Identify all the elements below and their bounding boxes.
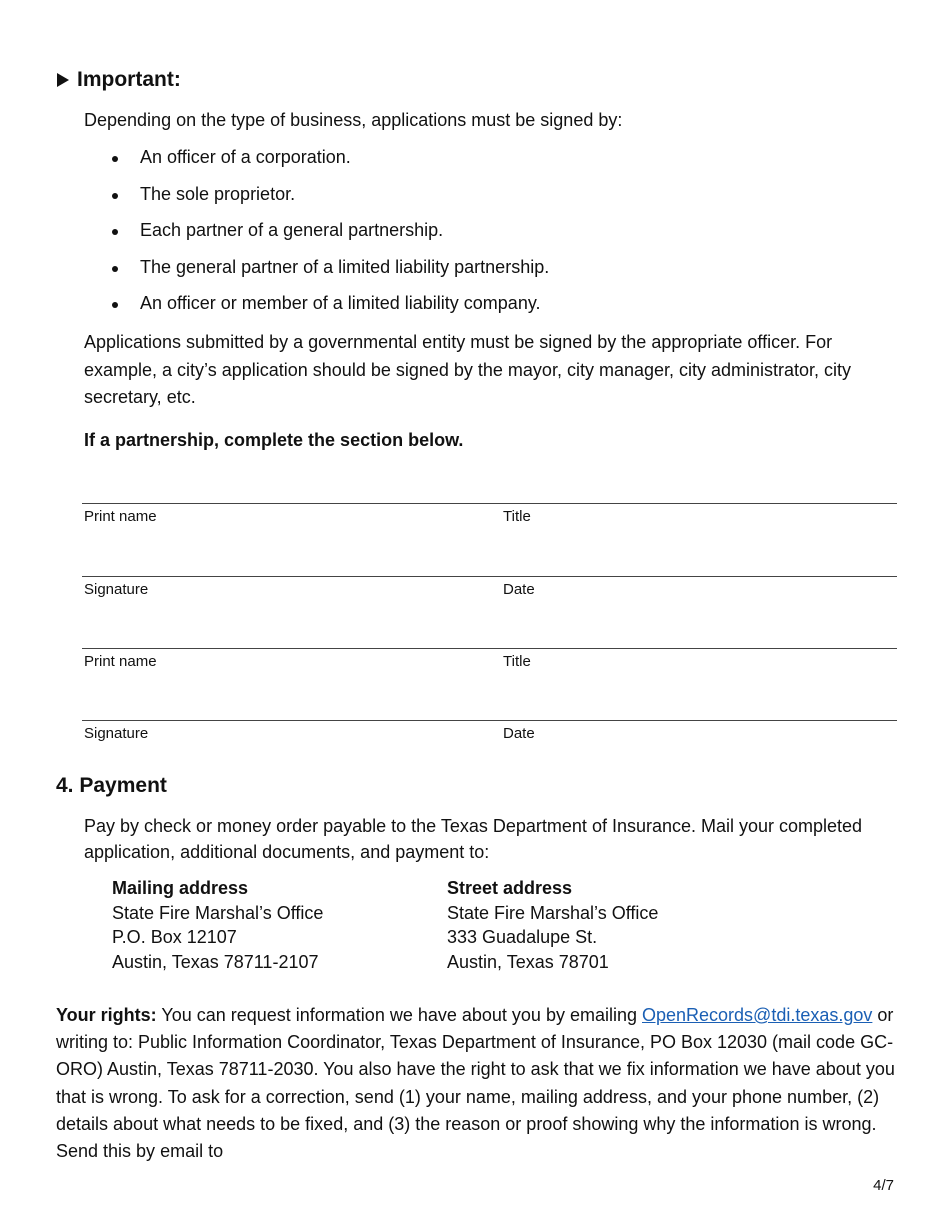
date-2-label: Date (503, 725, 535, 742)
street-address-line: State Fire Marshal’s Office (447, 902, 659, 923)
street-address-block (447, 876, 658, 974)
list-item (112, 220, 549, 257)
payment-heading: 4. Payment (56, 774, 167, 797)
rights-text-before: You can request information we have about you by emailing (156, 1005, 642, 1025)
list-item-text: An officer or member of a limited liability company. (140, 293, 541, 314)
expand-triangle-icon[interactable] (57, 73, 69, 87)
print-name-2-label: Print name (84, 653, 157, 670)
signature-1-label: Signature (84, 581, 149, 598)
street-address-title: Street address (447, 878, 573, 898)
important-heading-text: Important: (77, 68, 181, 91)
mailing-address-title: Mailing address (112, 878, 249, 898)
list-item-text: An officer of a corporation. (140, 147, 351, 167)
signature-2-field-line[interactable] (82, 720, 897, 721)
signature-1-field-line[interactable] (82, 576, 897, 577)
date-1-label: Date (503, 581, 535, 598)
street-address-line: 333 Guadalupe St. (447, 927, 598, 947)
list-item (112, 147, 549, 184)
partnership-heading: If a partnership, complete the section below. (84, 430, 464, 450)
rights-text-after: or writing to: Public Information Coordinator, Texas Department of Insurance, PO Box 12030 (mail code GC-ORO) Austin, Texas 78711-2030. You also have the right to ask that we fix information we have about you that is wrong. To ask for a correction, send (1) your name, mailing address, and your phone number, (2) details about what needs to be fixed, and (3) the reason or proof showing why the information is wrong. Send this by email to (56, 1005, 895, 1162)
your-rights-paragraph (56, 1002, 901, 1165)
mailing-address-block (112, 876, 323, 974)
print-name-1-label: Print name (84, 508, 157, 525)
list-item (112, 293, 549, 330)
bullet-icon (112, 193, 118, 199)
signer-list (112, 147, 549, 330)
mailing-address-line: P.O. Box 12107 (112, 927, 237, 947)
signer-intro: Depending on the type of business, applications must be signed by: (84, 110, 623, 130)
governmental-entity-paragraph: Applications submitted by a governmental entity must be signed by the appropriate officer. For example, a city’s application should be signed by the mayor, city manager, city administrator, city secretary, etc. (84, 332, 852, 407)
bullet-icon (112, 229, 118, 235)
payment-paragraph: Pay by check or money order payable to the Texas Department of Insurance. Mail your completed application, additional documents, and payment to: (84, 816, 863, 862)
bullet-icon (112, 266, 118, 272)
mailing-address-line: Austin, Texas 78711-2107 (112, 951, 319, 972)
your-rights-label: Your rights: (56, 1005, 157, 1025)
list-item (112, 257, 549, 294)
open-records-email-link[interactable]: OpenRecords@tdi.texas.gov (642, 1005, 873, 1025)
print-name-2-field-line[interactable] (82, 648, 897, 649)
signature-2-label: Signature (84, 725, 149, 742)
title-1-label: Title (503, 508, 531, 525)
list-item-text: The general partner of a limited liability partnership. (140, 256, 550, 277)
list-item-text: Each partner of a general partnership. (140, 220, 444, 241)
list-item (112, 184, 549, 221)
mailing-address-line: State Fire Marshal’s Office (112, 902, 324, 923)
bullet-icon (112, 156, 118, 162)
street-address-line: Austin, Texas 78701 (447, 951, 609, 972)
list-item-text: The sole proprietor. (140, 183, 296, 204)
title-2-label: Title (503, 653, 531, 670)
bullet-icon (112, 302, 118, 308)
print-name-1-field-line[interactable] (82, 503, 897, 504)
important-heading[interactable] (57, 68, 181, 92)
page-number: 4/7 (873, 1177, 894, 1194)
